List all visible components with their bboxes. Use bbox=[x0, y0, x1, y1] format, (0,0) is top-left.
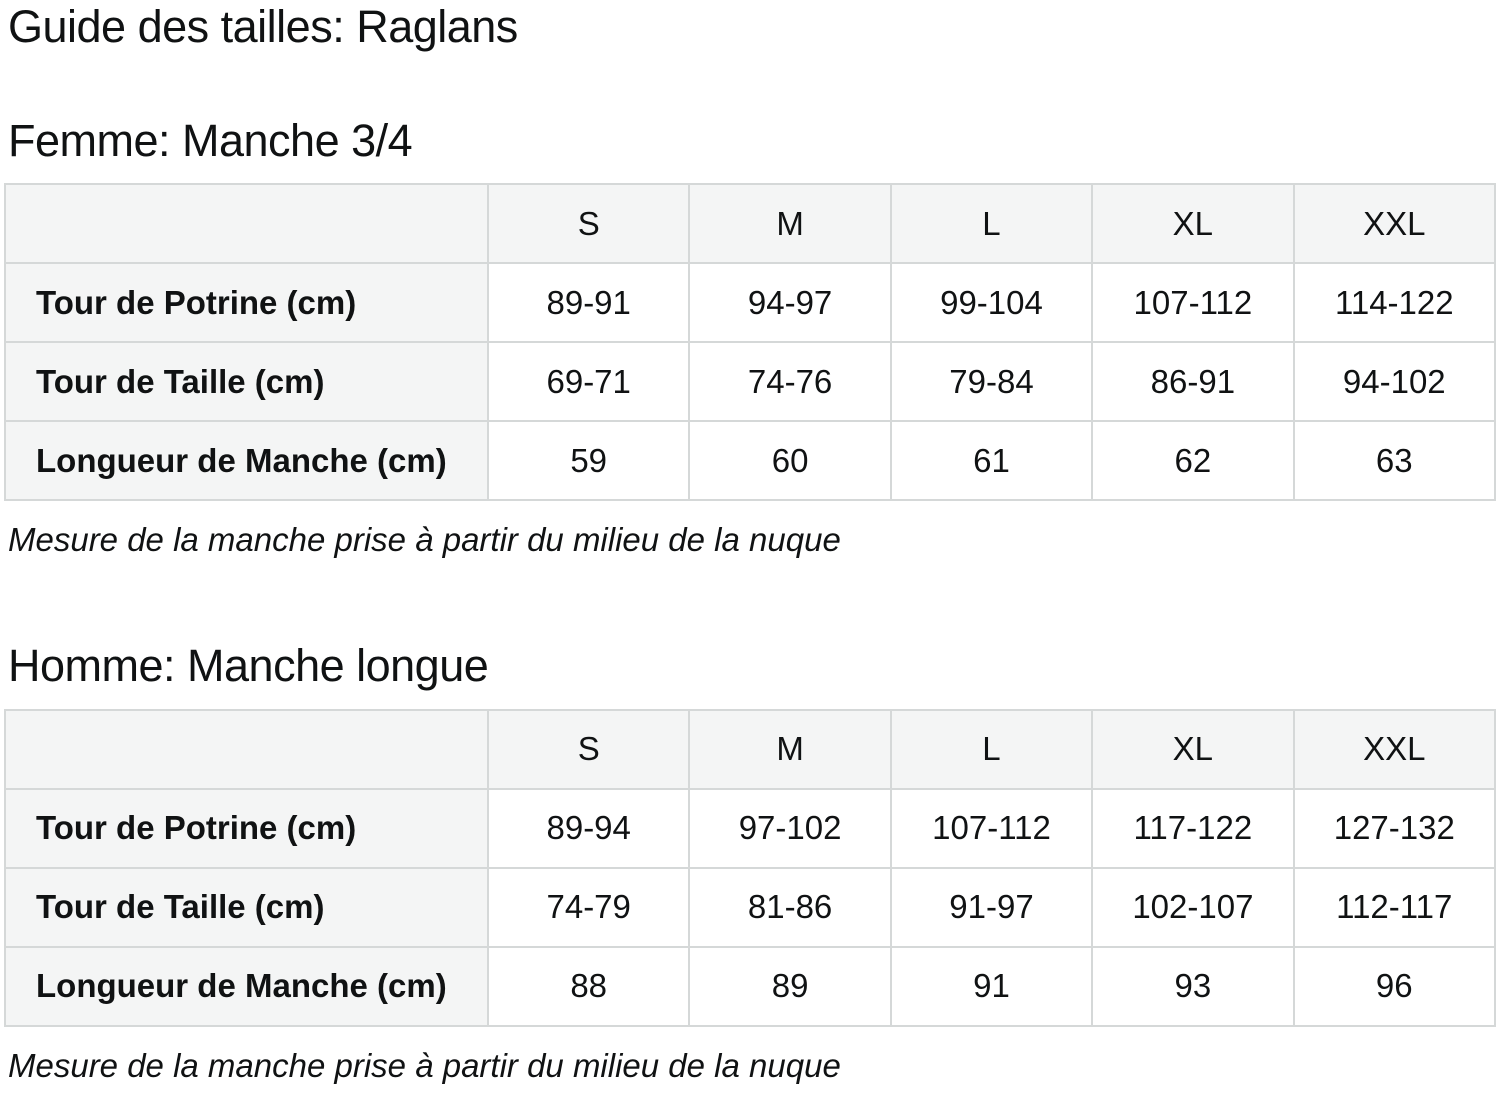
section-homme bbox=[0, 641, 1500, 1085]
table-cell: 89 bbox=[689, 947, 890, 1026]
table-cell: 60 bbox=[689, 421, 890, 500]
table-cell: 96 bbox=[1294, 947, 1495, 1026]
size-table-homme bbox=[4, 709, 1496, 1027]
table-cell: 86-91 bbox=[1092, 342, 1293, 421]
table-cell: 59 bbox=[488, 421, 689, 500]
size-col-header-l: L bbox=[891, 710, 1092, 789]
row-label-waist: Tour de Taille (cm) bbox=[5, 342, 488, 421]
section-heading-homme: Homme: Manche longue bbox=[8, 640, 489, 691]
row-label-chest: Tour de Potrine (cm) bbox=[5, 789, 488, 868]
size-table-femme bbox=[4, 183, 1496, 501]
table-cell: 91-97 bbox=[891, 868, 1092, 947]
measurement-footnote-femme: Mesure de la manche prise à partir du milieu de la nuque bbox=[8, 521, 841, 558]
table-cell: 99-104 bbox=[891, 263, 1092, 342]
size-col-header-m: M bbox=[689, 184, 890, 263]
table-row-chest bbox=[5, 789, 1495, 868]
table-cell: 97-102 bbox=[689, 789, 890, 868]
section-heading-femme: Femme: Manche 3/4 bbox=[8, 114, 413, 166]
table-header-row bbox=[5, 710, 1495, 789]
table-row-sleeve bbox=[5, 421, 1495, 500]
table-row-waist bbox=[5, 868, 1495, 947]
table-cell: 114-122 bbox=[1294, 263, 1495, 342]
table-cell: 62 bbox=[1092, 421, 1293, 500]
size-col-header-m: M bbox=[689, 710, 890, 789]
table-header-row bbox=[5, 184, 1495, 263]
table-row-chest bbox=[5, 263, 1495, 342]
table-cell: 102-107 bbox=[1092, 868, 1293, 947]
table-cell: 127-132 bbox=[1294, 789, 1495, 868]
table-cell: 61 bbox=[891, 421, 1092, 500]
table-cell: 74-79 bbox=[488, 868, 689, 947]
section-femme bbox=[0, 116, 1500, 560]
row-label-sleeve: Longueur de Manche (cm) bbox=[5, 947, 488, 1026]
table-cell: 94-97 bbox=[689, 263, 890, 342]
row-label-chest: Tour de Potrine (cm) bbox=[5, 263, 488, 342]
table-cell: 107-112 bbox=[891, 789, 1092, 868]
table-cell: 89-94 bbox=[488, 789, 689, 868]
table-cell: 63 bbox=[1294, 421, 1495, 500]
table-cell: 94-102 bbox=[1294, 342, 1495, 421]
corner-cell bbox=[5, 184, 488, 263]
size-col-header-xl: XL bbox=[1092, 184, 1293, 263]
table-cell: 117-122 bbox=[1092, 789, 1293, 868]
table-cell: 69-71 bbox=[488, 342, 689, 421]
table-cell: 81-86 bbox=[689, 868, 890, 947]
table-cell: 88 bbox=[488, 947, 689, 1026]
row-label-waist: Tour de Taille (cm) bbox=[5, 868, 488, 947]
table-cell: 74-76 bbox=[689, 342, 890, 421]
table-cell: 91 bbox=[891, 947, 1092, 1026]
size-col-header-xxl: XXL bbox=[1294, 710, 1495, 789]
table-row-waist bbox=[5, 342, 1495, 421]
table-cell: 112-117 bbox=[1294, 868, 1495, 947]
table-cell: 93 bbox=[1092, 947, 1293, 1026]
table-row-sleeve bbox=[5, 947, 1495, 1026]
table-cell: 107-112 bbox=[1092, 263, 1293, 342]
measurement-footnote-homme: Mesure de la manche prise à partir du milieu de la nuque bbox=[8, 1046, 841, 1084]
size-col-header-xxl: XXL bbox=[1294, 184, 1495, 263]
table-cell: 89-91 bbox=[488, 263, 689, 342]
size-col-header-s: S bbox=[488, 710, 689, 789]
size-col-header-l: L bbox=[891, 184, 1092, 263]
size-col-header-s: S bbox=[488, 184, 689, 263]
row-label-sleeve: Longueur de Manche (cm) bbox=[5, 421, 488, 500]
corner-cell bbox=[5, 710, 488, 789]
table-cell: 79-84 bbox=[891, 342, 1092, 421]
page-title: Guide des tailles: Raglans bbox=[8, 1, 518, 52]
size-col-header-xl: XL bbox=[1092, 710, 1293, 789]
